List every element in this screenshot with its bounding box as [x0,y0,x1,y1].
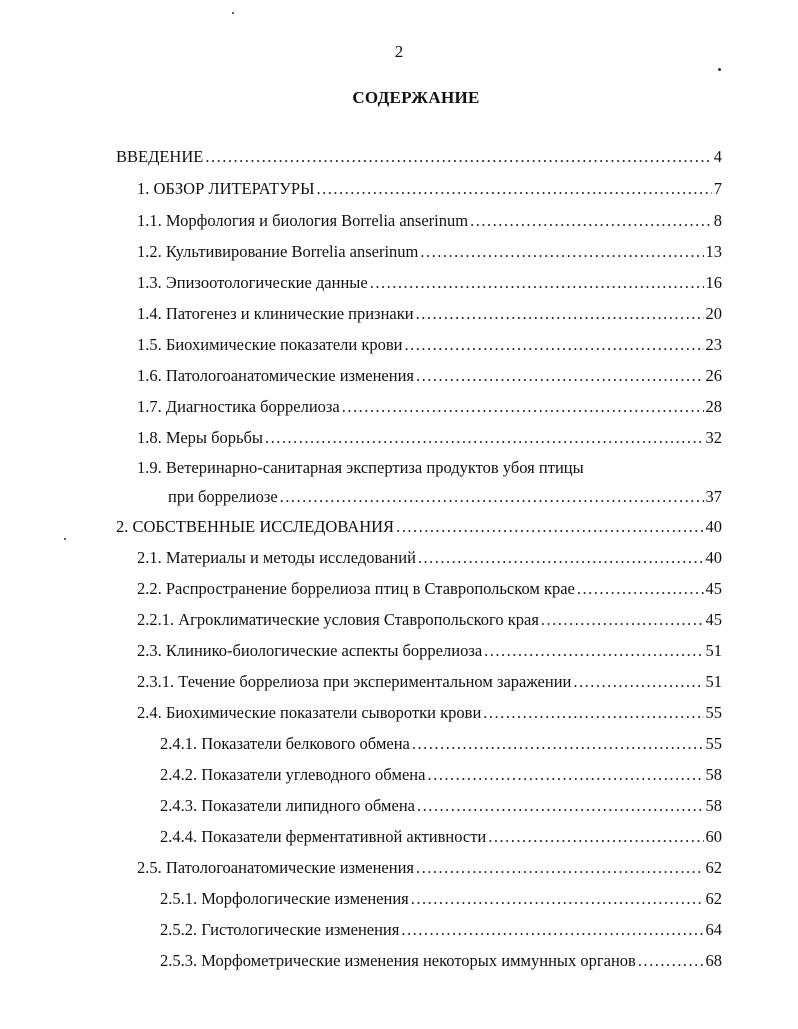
toc-entry-page: 32 [705,428,722,447]
page-title: СОДЕРЖАНИЕ [352,88,480,107]
toc-entry-label: 2.4.4. Показатели ферментативной активности [160,827,487,846]
toc-entry [137,210,722,232]
toc-leader-dots [265,427,703,449]
toc-leader-dots [427,764,703,786]
toc-entry-page: 26 [705,366,722,385]
toc-entry-label: 1. ОБЗОР ЛИТЕРАТУРЫ [137,179,315,198]
toc-leader-dots [577,578,704,600]
toc-entry-label: 2.4.2. Показатели углеводного обмена [160,765,426,784]
toc-entry [137,578,722,600]
toc-entry-label: 1.8. Меры борьбы [137,428,264,447]
toc-leader-dots [573,671,703,693]
toc-leader-dots [416,365,704,387]
toc-entry [137,702,722,724]
toc-leader-dots [401,919,703,941]
toc-entry-label: 2.1. Материалы и методы исследований [137,548,416,567]
toc-entry-label: 2.5. Патологоанатомические изменения [137,858,414,877]
toc-leader-dots [417,795,704,817]
toc-leader-dots [396,516,703,538]
toc-leader-dots [483,702,703,724]
toc-entry-label: 1.7. Диагностика боррелиоза [137,397,340,416]
toc-entry [137,303,722,325]
toc-entry-label: ВВЕДЕНИЕ [116,147,204,166]
toc-leader-dots [317,178,712,200]
toc-entry-page: 45 [705,610,722,629]
toc-entry-page: 58 [705,796,722,815]
toc-leader-dots [342,396,704,418]
toc-entry [137,640,722,662]
toc-entry-page: 28 [705,397,722,416]
toc-entry-page: 16 [705,273,722,292]
toc-entry [160,826,722,848]
toc-leader-dots [541,609,704,631]
toc-entry [137,857,722,879]
toc-leader-dots [411,888,704,910]
toc-leader-dots [416,303,704,325]
toc-entry-label: 1.4. Патогенез и клинические признаки [137,304,414,323]
toc-entry-page: 60 [705,827,722,846]
toc-entry-page: 40 [705,548,722,567]
toc-entry-label: 1.1. Морфология и биология Borrelia anserinum [137,211,469,230]
toc-entry [137,671,722,693]
toc-entry-page: 55 [705,734,722,753]
toc-leader-dots [416,857,704,879]
toc-entry-page: 7 [713,179,722,198]
toc-entry-page: 62 [705,858,722,877]
toc-entry-label: 2.4. Биохимические показатели сыворотки крови [137,703,482,722]
toc-entry-label: 2.3.1. Течение боррелиоза при экспериментальном заражении [137,672,572,691]
toc-entry-label: 2.3. Клинико-биологические аспекты боррелиоза [137,641,483,660]
toc-entry [137,334,722,356]
toc-entry-page: 8 [713,211,722,230]
toc-entry-label: 1.5. Биохимические показатели крови [137,335,403,354]
toc-entry [137,272,722,294]
toc-entry [116,516,722,538]
toc-entry-page: 51 [705,641,722,660]
toc-leader-dots [420,241,703,263]
toc-entry-page: 40 [705,517,722,536]
toc-entry-page: 13 [705,242,722,261]
toc-entry [168,486,722,508]
scan-speck [64,538,66,540]
toc-entry-page: 20 [705,304,722,323]
toc-entry-page: 62 [705,889,722,908]
toc-entry-label: 2.4.1. Показатели белкового обмена [160,734,410,753]
toc-entry [160,795,722,817]
toc-leader-dots [638,950,704,972]
toc-entry-page: 51 [705,672,722,691]
toc-entry [137,547,722,569]
toc-entry [137,396,722,418]
toc-entry-page: 58 [705,765,722,784]
toc-entry-label: 2. СОБСТВЕННЫЕ ИССЛЕДОВАНИЯ [116,517,395,536]
toc-entry-label: 2.5.2. Гистологические изменения [160,920,400,939]
toc-entry [116,146,722,168]
toc-entry-label: 2.5.1. Морфологические изменения [160,889,409,908]
toc-entry [137,241,722,263]
toc-leader-dots [280,486,704,508]
toc-leader-dots [484,640,703,662]
toc-entry [137,365,722,387]
toc-entry-page: 64 [705,920,722,939]
toc-entry-label: 2.2. Распространение боррелиоза птиц в Ставропольском крае [137,579,575,598]
toc-entry-page: 55 [705,703,722,722]
toc-entry [160,888,722,910]
toc-entry [160,919,722,941]
toc-entry-label: 1.3. Эпизоотологические данные [137,273,368,292]
toc-entry [137,609,722,631]
toc-entry-page: 4 [713,147,722,166]
toc-entry [160,950,722,972]
toc-entry-label: 2.5.3. Морфометрические изменения некоторых иммунных органов [160,951,636,970]
toc-entry [160,733,722,755]
toc-entry-page: 23 [705,335,722,354]
toc-entry-page: 37 [705,487,722,506]
toc-leader-dots [488,826,703,848]
scan-speck [718,68,721,71]
toc-leader-dots [370,272,704,294]
toc-entry-label: при боррелиозе [168,487,278,506]
toc-leader-dots [470,210,712,232]
toc-entry-label: 2.2.1. Агроклиматические условия Ставропольского края [137,610,539,629]
toc-entry [137,178,722,200]
toc-leader-dots [412,733,704,755]
toc-leader-dots [418,547,704,569]
toc-entry-label: 1.2. Культивирование Borrelia anserinum [137,242,419,261]
scan-speck [232,12,234,14]
toc-entry-page: 68 [705,951,722,970]
page-number: 2 [394,42,404,61]
toc-leader-dots [404,334,703,356]
toc-entry [137,427,722,449]
toc-leader-dots [205,146,711,168]
toc-entry-page: 45 [705,579,722,598]
toc-entry [160,764,722,786]
toc-entry-label: 1.6. Патологоанатомические изменения [137,366,414,385]
toc-entry-label: 1.9. Ветеринарно-санитарная экспертиза продуктов убоя птицы [137,458,584,477]
toc-entry-label: 2.4.3. Показатели липидного обмена [160,796,415,815]
